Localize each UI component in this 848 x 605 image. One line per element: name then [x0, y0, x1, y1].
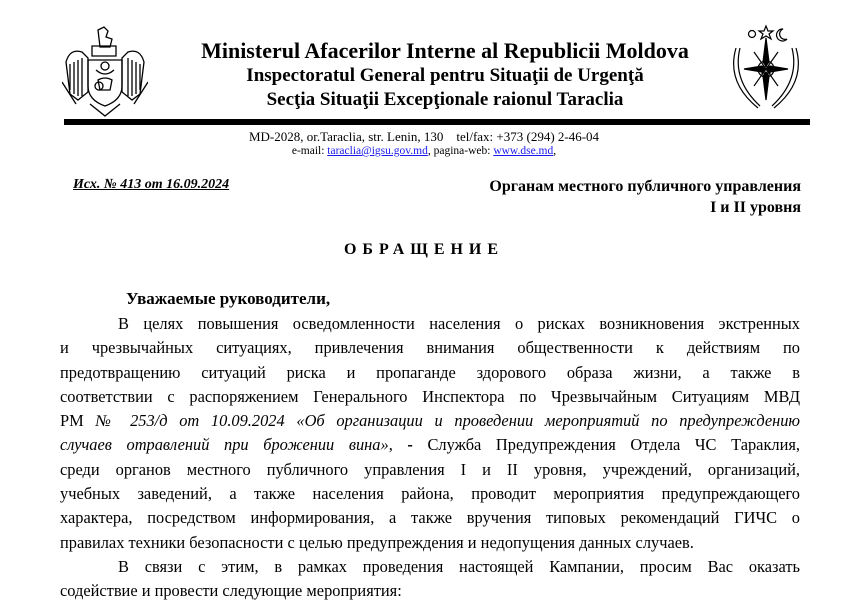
inspectorate-title: Inspectoratul General pentru Situaţii de Urgenţă: [246, 65, 644, 86]
email-link[interactable]: taraclia@igsu.gov.md: [327, 145, 428, 157]
text-line: характера, посредством информирования, а также вручения типовых рекомендаций ГИЧС о: [60, 508, 800, 528]
addressee-block: [489, 176, 801, 218]
header-divider: [64, 119, 810, 125]
postal-address: MD-2028, or.Taraclia, str. Lenin, 130 tel/fax: +373 (294) 2-46-04: [248, 129, 600, 144]
outgoing-reference: Исх. № 413 от 16.09.2024: [73, 177, 230, 192]
order-reference: № 253/д от 10.09.2024 «Об организации и проведении мероприятий по предупреждению: [95, 411, 800, 431]
text-line: В связи с этим, в рамках проведения настоящей Кампании, просим Вас оказать: [118, 557, 800, 576]
web-label: , pagina-web:: [427, 145, 494, 157]
ministry-title: Ministerul Afacerilor Interne al Republicii Moldova: [201, 38, 689, 63]
text-line: случаев отравлений при брожении вина», - Служба Предупреждения Отдела ЧС Тараклия,: [60, 435, 800, 455]
text-line: учебных заведений, а также населения района, проводит мероприятия предупреждающего: [60, 484, 800, 504]
text-line: правилах техники безопасности с целью предупреждения и недопущения данных случаев.: [60, 532, 694, 552]
contact-line: e-mail: taraclia@igsu.gov.md, pagina-web: www.dse.md,: [291, 145, 557, 157]
website-link[interactable]: www.dse.md: [493, 145, 554, 157]
email-label: e-mail:: [291, 145, 328, 157]
salutation: Уважаемые руководители,: [126, 289, 331, 308]
text-line: предотвращению ситуаций риска и пропаганде здорового образа жизни, а также в: [60, 362, 800, 382]
paragraph-2: [60, 555, 800, 604]
section-title: Secţia Situaţii Excepţionale raionul Taraclia: [266, 89, 624, 110]
emergency-service-emblem-icon: [728, 24, 804, 114]
order-title: случаев отравлений при брожении вина»: [60, 435, 389, 455]
moldova-coat-of-arms-icon: [62, 24, 148, 120]
text-line: РМ № 253/д от 10.09.2024 «Об организации и проведении мероприятий по предупреждению: [60, 411, 800, 431]
text-line: В целях повышения осведомленности населения о рисках возникновения экстренных: [118, 314, 800, 333]
paragraph-1: [60, 312, 800, 555]
text-line: соответствии с распоряжением Генерального Инспектора по Чрезвычайным Ситуациям МВД: [60, 386, 800, 406]
text-line: содействие и провести следующие мероприятия:: [60, 581, 402, 601]
addressee-line-1: Органам местного публичного управления: [489, 178, 801, 195]
text-line: среди органов местного публичного управления I и II уровня, учреждений, организаций,: [60, 459, 800, 479]
text-line: и чрезвычайных ситуациях, привлечения внимания общественности к действиям по: [60, 338, 800, 358]
document-title: ОБРАЩЕНИЕ: [343, 241, 505, 258]
addressee-line-2: I и II уровня: [710, 199, 801, 216]
